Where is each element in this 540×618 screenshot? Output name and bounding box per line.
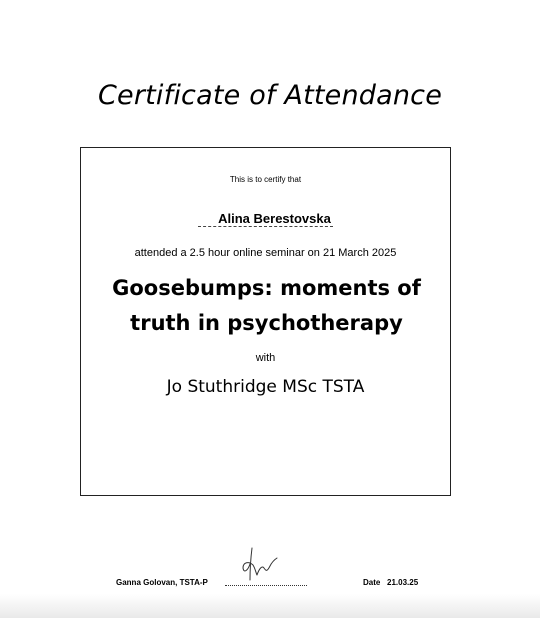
attendance-text: attended a 2.5 hour online seminar on 21 March 2025 — [134, 247, 397, 259]
certificate-title: Certificate of Attendance — [97, 80, 443, 111]
signature-line — [225, 585, 307, 586]
signer-name: Ganna Golovan, TSTA-P — [116, 578, 208, 587]
course-title: Goosebumps: moments of truth in psychotherapy — [112, 276, 421, 335]
with-label: with — [255, 352, 276, 364]
presenter-name: Jo Stuthridge MSc TSTA — [166, 377, 365, 397]
certify-intro: This is to certify that — [229, 175, 302, 184]
page-bottom-shadow — [0, 594, 540, 618]
recipient-name: Alina Berestovska — [198, 212, 333, 227]
signature-icon — [240, 544, 282, 584]
recipient-name-line — [81, 211, 450, 227]
date-label: Date — [363, 578, 381, 587]
certificate-frame — [80, 147, 451, 496]
date-value: 21.03.25 — [387, 578, 419, 587]
